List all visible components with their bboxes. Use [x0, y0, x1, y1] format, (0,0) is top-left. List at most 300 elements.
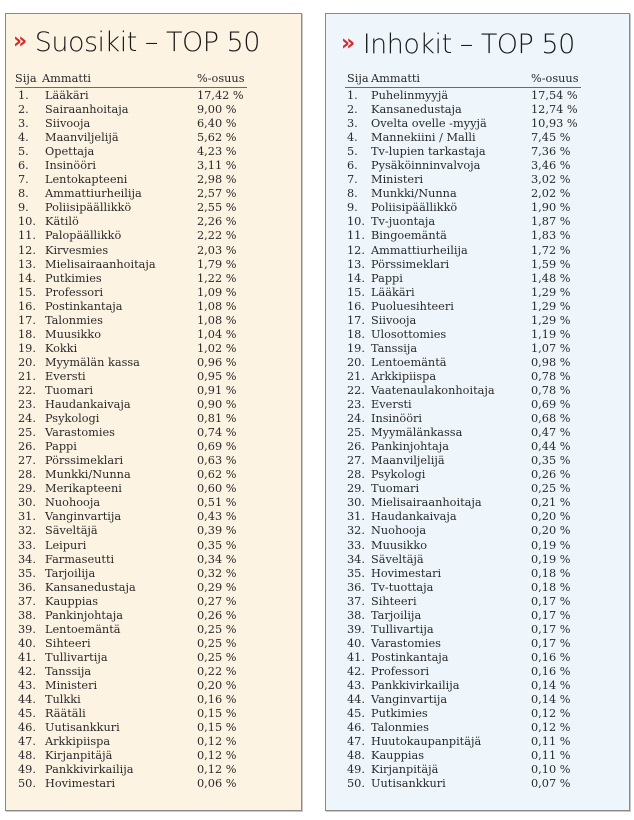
occupation-cell: Muusikko	[371, 538, 428, 552]
occupation-cell: Säveltäjä	[371, 552, 424, 566]
percent-cell: 0,25 %	[197, 622, 237, 636]
table-row	[345, 286, 581, 300]
header-rank: Sija	[347, 72, 369, 85]
percent-cell: 10,93 %	[531, 117, 578, 131]
table-row	[345, 637, 581, 651]
occupation-cell: Arkkipiispa	[45, 735, 111, 749]
rank-cell: 36.	[347, 580, 365, 594]
occupation-cell: Tuomari	[371, 482, 420, 496]
occupation-cell: Arkkipiispa	[371, 369, 437, 383]
percent-cell: 1,59 %	[531, 257, 571, 271]
occupation-cell: Kansanedustaja	[45, 580, 136, 594]
percent-cell: 0,22 %	[197, 664, 237, 678]
percent-cell: 3,11 %	[197, 159, 237, 173]
rank-cell: 50.	[18, 777, 36, 791]
table-row	[345, 651, 581, 665]
rank-cell: 4.	[18, 131, 29, 145]
percent-cell: 0,17 %	[531, 636, 571, 650]
rank-cell: 15.	[347, 285, 365, 299]
table-row	[345, 454, 581, 468]
rank-cell: 49.	[18, 763, 36, 777]
table-row	[15, 244, 247, 258]
table-row	[15, 567, 247, 581]
rank-cell: 29.	[347, 482, 365, 496]
table-row	[345, 749, 581, 763]
table-row	[15, 272, 247, 286]
table-row	[345, 679, 581, 693]
percent-cell: 0,95 %	[197, 369, 237, 383]
table-row	[15, 103, 247, 117]
percent-cell: 4,23 %	[197, 145, 237, 159]
dislikes-table	[345, 72, 581, 791]
occupation-cell: Kirvesmies	[45, 243, 109, 257]
percent-cell: 0,21 %	[531, 496, 571, 510]
table-row	[345, 384, 581, 398]
rank-cell: 37.	[18, 594, 36, 608]
table-row	[15, 328, 247, 342]
percent-cell: 2,98 %	[197, 173, 237, 187]
table-row	[345, 721, 581, 735]
table-row	[345, 258, 581, 272]
occupation-cell: Lentoemäntä	[371, 355, 447, 369]
occupation-cell: Lentokapteeni	[45, 173, 128, 187]
table-row	[345, 117, 581, 131]
rank-cell: 32.	[347, 524, 365, 538]
percent-cell: 1,08 %	[197, 299, 237, 313]
rank-cell: 47.	[18, 735, 36, 749]
table-row	[345, 187, 581, 201]
occupation-cell: Sihteeri	[45, 636, 91, 650]
rank-cell: 44.	[347, 693, 365, 707]
table-row	[15, 356, 247, 370]
percent-cell: 0,12 %	[531, 721, 571, 735]
rank-cell: 7.	[18, 173, 29, 187]
rank-cell: 48.	[18, 749, 36, 763]
percent-cell: 0,12 %	[531, 707, 571, 721]
rank-cell: 21.	[18, 369, 36, 383]
occupation-cell: Mannekiini / Malli	[371, 131, 476, 145]
rank-cell: 46.	[347, 721, 365, 735]
rank-cell: 44.	[18, 693, 36, 707]
table-row	[15, 201, 247, 215]
percent-cell: 0,20 %	[531, 510, 571, 524]
occupation-cell: Hovimestari	[371, 566, 442, 580]
table-row	[15, 384, 247, 398]
occupation-cell: Uutisankkuri	[371, 777, 446, 791]
percent-cell: 0,20 %	[531, 524, 571, 538]
rank-cell: 6.	[18, 159, 29, 173]
occupation-cell: Ministeri	[45, 678, 98, 692]
percent-cell: 1,83 %	[531, 229, 571, 243]
table-row	[345, 159, 581, 173]
table-row	[15, 482, 247, 496]
percent-cell: 2,22 %	[197, 229, 237, 243]
percent-cell: 0,63 %	[197, 454, 237, 468]
percent-cell: 6,40 %	[197, 117, 237, 131]
table-row	[15, 623, 247, 637]
percent-cell: 0,14 %	[531, 678, 571, 692]
occupation-cell: Pappi	[45, 440, 77, 454]
percent-cell: 0,19 %	[531, 538, 571, 552]
rank-cell: 42.	[18, 664, 36, 678]
percent-cell: 0,34 %	[197, 552, 237, 566]
percent-cell: 0,25 %	[197, 650, 237, 664]
rank-cell: 35.	[18, 566, 36, 580]
percent-cell: 2,03 %	[197, 243, 237, 257]
rank-cell: 14.	[18, 271, 36, 285]
rank-cell: 5.	[18, 145, 29, 159]
occupation-cell: Pysäköinninvalvoja	[371, 159, 481, 173]
occupation-cell: Uutisankkuri	[45, 721, 120, 735]
table-row	[15, 581, 247, 595]
percent-cell: 1,29 %	[531, 285, 571, 299]
percent-cell: 1,22 %	[197, 271, 237, 285]
occupation-cell: Ulosottomies	[371, 327, 447, 341]
percent-cell: 0,12 %	[197, 749, 237, 763]
percent-cell: 0,44 %	[531, 440, 571, 454]
percent-cell: 0,25 %	[531, 482, 571, 496]
table-row	[345, 609, 581, 623]
occupation-cell: Säveltäjä	[45, 524, 98, 538]
percent-cell: 2,02 %	[531, 187, 571, 201]
table-row	[345, 356, 581, 370]
rank-cell: 25.	[347, 426, 365, 440]
rank-cell: 13.	[347, 257, 365, 271]
table-row	[345, 567, 581, 581]
table-row	[345, 595, 581, 609]
percent-cell: 0,43 %	[197, 510, 237, 524]
occupation-cell: Pankkivirkailija	[45, 763, 134, 777]
rank-cell: 28.	[347, 468, 365, 482]
percent-cell: 0,17 %	[531, 622, 571, 636]
percent-cell: 1,87 %	[531, 215, 571, 229]
rank-cell: 40.	[347, 636, 365, 650]
table-row	[345, 398, 581, 412]
occupation-cell: Psykologi	[371, 468, 426, 482]
table-row	[15, 735, 247, 749]
table-row	[15, 229, 247, 243]
table-row	[15, 342, 247, 356]
table-row	[345, 539, 581, 553]
occupation-cell: Ovelta ovelle -myyjä	[371, 117, 487, 131]
table-row	[345, 707, 581, 721]
rank-cell: 34.	[18, 552, 36, 566]
table-row	[15, 553, 247, 567]
table-row	[345, 89, 581, 103]
rank-cell: 2.	[347, 103, 358, 117]
occupation-cell: Insinööri	[45, 159, 97, 173]
dislikes-rows	[345, 88, 581, 791]
percent-cell: 0,39 %	[197, 524, 237, 538]
rank-cell: 20.	[18, 355, 36, 369]
table-row	[15, 468, 247, 482]
occupation-cell: Palopäällikkö	[45, 229, 122, 243]
rank-cell: 39.	[347, 622, 365, 636]
percent-cell: 9,00 %	[197, 103, 237, 117]
table-row	[15, 426, 247, 440]
occupation-cell: Leipuri	[45, 538, 87, 552]
occupation-cell: Kauppias	[371, 749, 425, 763]
rank-cell: 47.	[347, 735, 365, 749]
table-row	[345, 777, 581, 791]
percent-cell: 1,19 %	[531, 327, 571, 341]
table-row	[345, 145, 581, 159]
rank-cell: 10.	[18, 215, 36, 229]
dislikes-title-text: Inhokit – TOP 50	[362, 29, 575, 60]
occupation-cell: Haudankaivaja	[371, 510, 457, 524]
rank-cell: 1.	[347, 89, 358, 102]
occupation-cell: Pankkivirkailija	[371, 678, 460, 692]
occupation-cell: Myymälänkassa	[371, 426, 463, 440]
occupation-cell: Poliisipäällikkö	[45, 201, 132, 215]
percent-cell: 1,02 %	[197, 341, 237, 355]
percent-cell: 0,68 %	[531, 412, 571, 426]
table-row	[345, 103, 581, 117]
percent-cell: 0,78 %	[531, 383, 571, 397]
occupation-cell: Haudankaivaja	[45, 398, 131, 412]
rank-cell: 1.	[18, 89, 29, 102]
occupation-cell: Vaatenaulakonhoitaja	[371, 383, 495, 397]
dislikes-panel	[325, 13, 630, 811]
header-rank: Sija	[15, 72, 37, 85]
header-percent: %-osuus	[531, 72, 579, 85]
occupation-cell: Bingoemäntä	[371, 229, 447, 243]
rank-cell: 26.	[347, 440, 365, 454]
percent-cell: 1,29 %	[531, 313, 571, 327]
percent-cell: 17,42 %	[197, 89, 244, 102]
percent-cell: 0,32 %	[197, 566, 237, 580]
table-row	[345, 244, 581, 258]
percent-cell: 0,17 %	[531, 594, 571, 608]
table-row	[15, 665, 247, 679]
occupation-cell: Tuomari	[45, 383, 94, 397]
table-row	[15, 412, 247, 426]
occupation-cell: Ammattiurheilija	[371, 243, 468, 257]
table-row	[345, 300, 581, 314]
percent-cell: 1,07 %	[531, 341, 571, 355]
table-row	[15, 721, 247, 735]
rank-cell: 3.	[347, 117, 358, 131]
percent-cell: 0,14 %	[531, 693, 571, 707]
occupation-cell: Professori	[45, 285, 104, 299]
percent-cell: 0,15 %	[197, 707, 237, 721]
percent-cell: 0,07 %	[531, 777, 571, 791]
table-row	[15, 89, 247, 103]
rank-cell: 9.	[347, 201, 358, 215]
rank-cell: 3.	[18, 117, 29, 131]
rank-cell: 16.	[18, 299, 36, 313]
table-row	[345, 524, 581, 538]
rank-cell: 11.	[18, 229, 36, 243]
table-row	[15, 159, 247, 173]
rank-cell: 45.	[18, 707, 36, 721]
rank-cell: 35.	[347, 566, 365, 580]
percent-cell: 0,25 %	[197, 636, 237, 650]
favorites-rows	[15, 88, 247, 791]
table-row	[345, 496, 581, 510]
percent-cell: 1,48 %	[531, 271, 571, 285]
percent-cell: 7,36 %	[531, 145, 571, 159]
table-row	[15, 314, 247, 328]
occupation-cell: Putkimies	[371, 707, 428, 721]
table-row	[15, 398, 247, 412]
occupation-cell: Tv-juontaja	[371, 215, 436, 229]
percent-cell: 1,29 %	[531, 299, 571, 313]
percent-cell: 0,47 %	[531, 426, 571, 440]
percent-cell: 0,81 %	[197, 412, 237, 426]
percent-cell: 0,35 %	[531, 454, 571, 468]
occupation-cell: Tanssija	[371, 341, 418, 355]
rank-cell: 33.	[347, 538, 365, 552]
rank-cell: 49.	[347, 763, 365, 777]
occupation-cell: Pankinjohtaja	[45, 608, 123, 622]
percent-cell: 0,16 %	[531, 664, 571, 678]
occupation-cell: Tarjoilija	[45, 566, 96, 580]
rank-cell: 30.	[347, 496, 365, 510]
occupation-cell: Insinööri	[371, 412, 423, 426]
rank-cell: 18.	[347, 327, 365, 341]
rank-cell: 36.	[18, 580, 36, 594]
percent-cell: 0,62 %	[197, 468, 237, 482]
percent-cell: 0,26 %	[197, 608, 237, 622]
table-row	[345, 510, 581, 524]
table-row	[345, 173, 581, 187]
table-row	[345, 581, 581, 595]
table-row	[345, 623, 581, 637]
rank-cell: 2.	[18, 103, 29, 117]
percent-cell: 1,04 %	[197, 327, 237, 341]
rank-cell: 37.	[347, 594, 365, 608]
percent-cell: 0,18 %	[531, 580, 571, 594]
table-row	[345, 215, 581, 229]
percent-cell: 0,91 %	[197, 383, 237, 397]
table-row	[15, 286, 247, 300]
rank-cell: 30.	[18, 496, 36, 510]
rank-cell: 24.	[18, 412, 36, 426]
occupation-cell: Muusikko	[45, 327, 102, 341]
occupation-cell: Vanginvartija	[45, 510, 122, 524]
occupation-cell: Siivooja	[371, 313, 417, 327]
rank-cell: 24.	[347, 412, 365, 426]
favorites-panel	[5, 13, 302, 811]
occupation-cell: Kansanedustaja	[371, 103, 462, 117]
percent-cell: 0,18 %	[531, 566, 571, 580]
percent-cell: 1,72 %	[531, 243, 571, 257]
rank-cell: 27.	[18, 454, 36, 468]
percent-cell: 17,54 %	[531, 89, 578, 102]
rank-cell: 39.	[18, 622, 36, 636]
table-row	[15, 679, 247, 693]
rank-cell: 33.	[18, 538, 36, 552]
rank-cell: 8.	[18, 187, 29, 201]
occupation-cell: Ammattiurheilija	[45, 187, 142, 201]
occupation-cell: Kätilö	[45, 215, 79, 229]
percent-cell: 0,26 %	[531, 468, 571, 482]
percent-cell: 0,10 %	[531, 763, 571, 777]
rank-cell: 38.	[347, 608, 365, 622]
rank-cell: 32.	[18, 524, 36, 538]
rank-cell: 17.	[18, 313, 36, 327]
rank-cell: 40.	[18, 636, 36, 650]
rank-cell: 26.	[18, 440, 36, 454]
occupation-cell: Farmaseutti	[45, 552, 115, 566]
percent-cell: 12,74 %	[531, 103, 578, 117]
rank-cell: 4.	[347, 131, 358, 145]
table-row	[15, 749, 247, 763]
percent-cell: 0,90 %	[197, 398, 237, 412]
rank-cell: 22.	[347, 383, 365, 397]
percent-cell: 7,45 %	[531, 131, 571, 145]
occupation-cell: Maanviljelijä	[371, 454, 445, 468]
guillemet-icon: »	[341, 31, 355, 56]
table-row	[345, 370, 581, 384]
percent-cell: 5,62 %	[197, 131, 237, 145]
occupation-cell: Mielisairaanhoitaja	[45, 257, 156, 271]
occupation-cell: Räätäli	[45, 707, 86, 721]
table-header	[345, 72, 581, 88]
table-row	[345, 468, 581, 482]
rank-cell: 13.	[18, 257, 36, 271]
rank-cell: 12.	[347, 243, 365, 257]
occupation-cell: Kokki	[45, 341, 78, 355]
percent-cell: 0,12 %	[197, 735, 237, 749]
rank-cell: 31.	[347, 510, 365, 524]
occupation-cell: Munkki/Nunna	[45, 468, 131, 482]
table-row	[345, 553, 581, 567]
percent-cell: 3,46 %	[531, 159, 571, 173]
rank-cell: 20.	[347, 355, 365, 369]
header-percent: %-osuus	[197, 72, 245, 85]
rank-cell: 17.	[347, 313, 365, 327]
table-row	[15, 187, 247, 201]
occupation-cell: Varastomies	[371, 636, 441, 650]
dislikes-title	[341, 29, 575, 60]
rank-cell: 21.	[347, 369, 365, 383]
rank-cell: 43.	[347, 678, 365, 692]
rank-cell: 9.	[18, 201, 29, 215]
table-row	[15, 707, 247, 721]
rank-cell: 38.	[18, 608, 36, 622]
table-row	[345, 412, 581, 426]
table-row	[345, 426, 581, 440]
table-row	[15, 145, 247, 159]
occupation-cell: Professori	[371, 664, 430, 678]
table-row	[345, 693, 581, 707]
percent-cell: 0,20 %	[197, 678, 237, 692]
occupation-cell: Hovimestari	[45, 777, 116, 791]
table-row	[15, 539, 247, 553]
table-row	[15, 637, 247, 651]
occupation-cell: Myymälän kassa	[45, 355, 140, 369]
table-row	[15, 763, 247, 777]
rank-cell: 5.	[347, 145, 358, 159]
table-row	[15, 173, 247, 187]
table-row	[15, 131, 247, 145]
percent-cell: 2,55 %	[197, 201, 237, 215]
occupation-cell: Ministeri	[371, 173, 424, 187]
table-row	[15, 215, 247, 229]
table-row	[345, 482, 581, 496]
percent-cell: 1,08 %	[197, 313, 237, 327]
rank-cell: 6.	[347, 159, 358, 173]
occupation-cell: Tv-tuottaja	[371, 580, 434, 594]
occupation-cell: Puoluesihteeri	[371, 299, 454, 313]
percent-cell: 0,51 %	[197, 496, 237, 510]
occupation-cell: Vanginvartija	[371, 693, 448, 707]
occupation-cell: Postinkantaja	[371, 650, 449, 664]
rank-cell: 14.	[347, 271, 365, 285]
rank-cell: 11.	[347, 229, 365, 243]
